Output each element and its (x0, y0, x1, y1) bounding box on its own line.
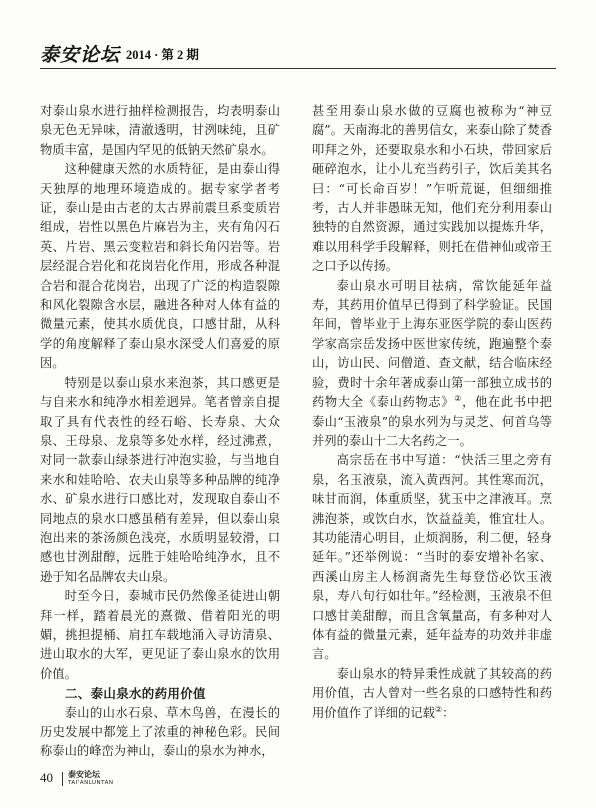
paragraph: 时至今日，泰城市民仍然像圣徒进山朝拜一样，踏着晨光的熹微、借着阳光的明媚，挑担提桶、肩扛车载地涌入寻访清泉、进山取水的大军，更见证了泰山泉水的饮用价值。 (40, 589, 280, 681)
paragraph (312, 277, 552, 452)
paragraph-text: 泰山泉水的特异秉性成就了其较高的药用价值，古人曾对一些名泉的口感特性和药用价值作了详细的记载 (312, 666, 552, 720)
page-header (40, 40, 556, 68)
page-footer (40, 768, 556, 792)
page-number: 40 (40, 770, 53, 785)
paragraph: 高宗岳在书中写道：“快活三里之旁有泉，名玉液泉，流入黄西河。其性寒而沉，味甘而润，体重质坚，犹玉中之津液耳。烹沸泡茶，或饮白水，饮益益美，惟宜壮人。其功能清心明目，止烦润肠，利二便，轻身延年。”还举例说：“当时的泰安增补名家、西溪山房主人杨润斋先生每登岱必饮玉液泉，寿八旬行如壮年。”经检测，玉液泉不但口感甘美甜醇，而且含氧量高，有多种对人体有益的微量元素，延年益寿的功效并非虚言。 (312, 453, 552, 662)
footer-journal-title: 泰安论坛 (68, 770, 100, 779)
footnote-ref: ② (454, 394, 463, 403)
paragraph: 特别是以泰山泉水来泡茶，其口感更是与自来水和纯净水相差迥异。笔者曾亲自提取了具有代表性的经石峪、长寿泉、大众泉、王母泉、龙泉等多处水样，经过沸煮，对同一款泰山绿茶进行冲泡实验，与当地自来水和娃哈哈、农夫山泉等多种品牌的纯净水、矿泉水进行口感比对，发现取自泰山不同地点的泉水口感虽稍有差异，但以泰山泉泡出来的茶汤颜色浅亮，水质明显较滑，口感也甘洌甜醇，远胜于娃哈哈纯净水，且不逊于知名品牌农夫山泉。 (40, 375, 280, 584)
left-column (40, 102, 280, 762)
footer-journal-pinyin: TAI'ANLUNTAN (68, 780, 114, 786)
paragraph: 甚至用泰山泉水做的豆腐也被称为“神豆腐”。天南海北的善男信女，来泰山除了焚香叩拜之外，还要取泉水和小石块，带回家后砸碎泡水，让小儿充当药引子，饮后美其名曰：“可长命百岁！”乍听荒诞，但细细推考，古人并非愚昧无知，他们充分利用泰山独特的自然资源，通过实践加以提炼升华，难以用科学手段解释，则托在借神仙或帝王之口予以传扬。 (312, 104, 552, 274)
footer-divider (62, 772, 63, 786)
paragraph-text: 泰山泉水可明目祛病，常饮能延年益寿，其药用价值早已得到了科学验证。民国年间，曾毕业于上海东亚医学院的泰山医药学家高宗岳发扬中医世家传统，跑遍整个泰山，访山民、问僧道、查文献，结合临床经验，费时十余年著成泰山第一部独立成书的药物大全《泰山药物志》 (312, 278, 552, 410)
issue-label: 2014 · 第 2 期 (126, 48, 199, 62)
header-divider (40, 68, 556, 69)
paragraph (312, 665, 552, 723)
right-column (312, 102, 552, 723)
paragraph: 对泰山泉水进行抽样检测报告，均表明泰山泉无色无异味，清澈透明，甘洌味纯，且矿物质丰富，是国内罕见的低钠天然矿泉水。 (40, 104, 280, 157)
journal-logo: 泰安论坛 (40, 44, 121, 66)
section-heading: 二、泰山泉水的药用价值 (65, 686, 206, 702)
paragraph-text: ，他在此书中把泰山“玉液泉”的泉水列为与灵芝、何首乌等并列的泰山十二大名药之一。 (312, 395, 552, 448)
paragraph: 泰山的山水石泉、草木鸟兽，在漫长的历史发展中都笼上了浓重的神秘色彩。民间称泰山的峰峦为神山，泰山的泉水为神水， (40, 705, 280, 759)
paragraph-text: ： (442, 705, 455, 720)
footnote-ref: ② (434, 704, 443, 714)
paragraph: 这种健康天然的水质特征，是由泰山得天独厚的地理环境造成的。据专家学者考证，泰山是由古老的太古界前震旦系变质岩组成，岩性以黑色片麻岩为主，夹有角闪石英、片岩、黑云变粒岩和斜长角闪岩等。岩层经混合岩化和花岗岩化作用，形成各种混合岩和混合花岗岩，出现了广泛的构造裂隙和风化裂隙含水层，融进各种对人体有益的微量元素，使其水质优良，口感甘甜，从科学的角度解释了泰山泉水深受人们喜爱的原因。 (40, 162, 280, 371)
